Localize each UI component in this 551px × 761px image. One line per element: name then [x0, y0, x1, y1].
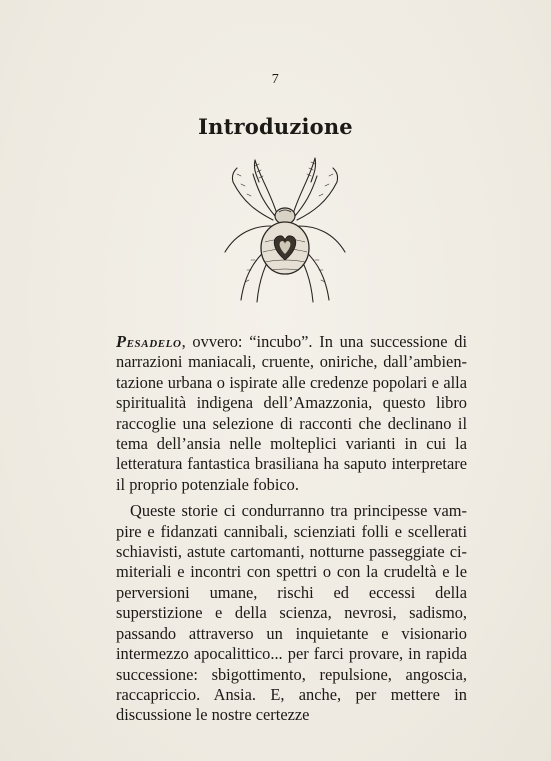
paragraph-2: Queste storie ci condurranno tra principesse vampire e fidanzati cannibali, scienziati folli e scellerati schiavisti, astute cartomanti, notturne passeggiate cimiteriali e incontri con spettri o con la crudeltà e le perversioni umane, rischi ed eccessi della superstizione e della scienza, nevrosi, sadismo, passando attraverso un inquietante e visionario intermezzo apocalittico... per farci provare, in rapida successione: sbigottimento, repulsione, angoscia, raccapriccio. Ansia. E, anche, per mettere in discussione le nostre certezze	[116, 501, 467, 725]
spider-illustration	[215, 152, 355, 307]
paragraph-1	[116, 332, 467, 495]
chapter-title: Introduzione	[198, 114, 353, 139]
page-number: 7	[271, 72, 280, 87]
paragraph-1-text: , ovvero: “incubo”. In una successione di narrazioni maniacali, cruente, oniriche, dall’ambientazione urbana o ispirate alle credenze popolari e alla spiritualità indigena dell’Amazzonia, questo libro raccoglie una selezione di racconti che declinano il tema dell’ansia nelle molteplici varianti in cui la letteratura fantastica brasiliana ha saputo interpretare il proprio potenziale fobico.	[116, 332, 467, 494]
body-text	[116, 332, 467, 726]
lead-word: Pesadelo	[116, 332, 182, 351]
